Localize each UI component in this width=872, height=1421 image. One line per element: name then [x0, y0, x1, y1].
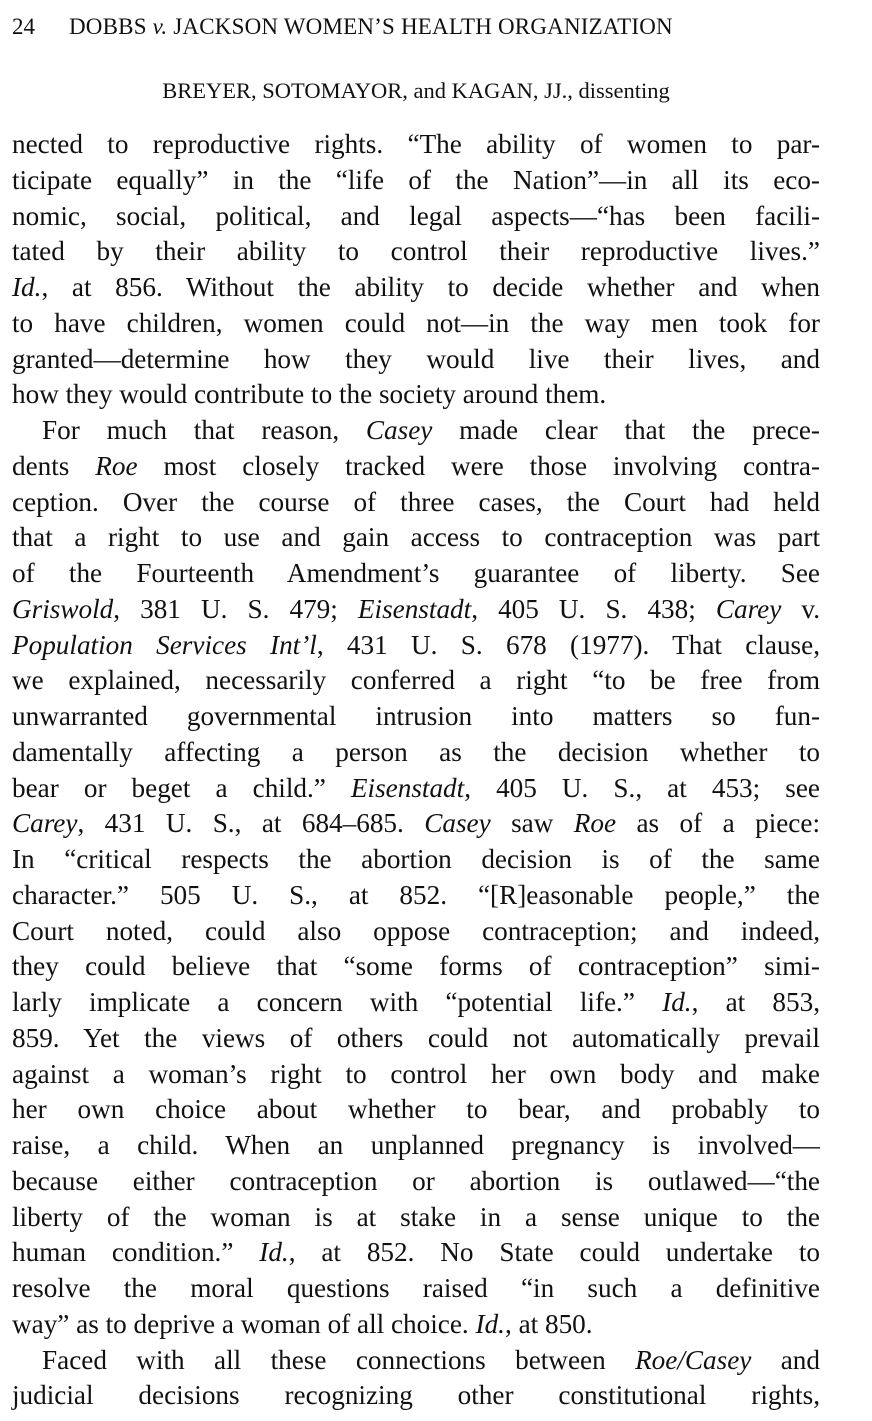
text-segment: , at 856. Without the ability to decide whether and when — [41, 272, 820, 302]
text-segment: judicial decisions recognizing other constitutional rights, — [12, 1380, 820, 1411]
text-segment: nomic, social, political, and legal aspects—“has been facili- — [12, 200, 820, 231]
italic-citation: Id. — [12, 272, 42, 302]
text-line — [12, 1092, 820, 1128]
text-line — [12, 735, 820, 771]
text-line — [12, 1235, 820, 1271]
text-line — [12, 1378, 820, 1414]
text-line — [12, 1307, 820, 1343]
text-line — [12, 949, 820, 985]
italic-citation: Carey — [715, 593, 782, 624]
text-segment: resolve the moral questions raised “in such a definitive — [12, 1273, 820, 1303]
text-line — [12, 270, 820, 306]
text-segment: they could believe that “some forms of contraception” simi- — [12, 951, 820, 982]
text-line — [12, 806, 820, 842]
text-line — [12, 342, 820, 378]
text-segment: and — [751, 1344, 820, 1375]
text-segment: we explained, necessarily conferred a right “to be free from — [12, 665, 820, 696]
text-line — [12, 1021, 820, 1057]
text-segment: For much that reason, — [42, 415, 366, 445]
text-line — [12, 663, 820, 699]
text-segment: nected to reproductive rights. “The ability of women to par- — [12, 129, 820, 159]
text-segment: , 381 U. S. 479; — [113, 593, 358, 624]
text-segment: character.” 505 U. S., at 852. “[R]easonable people,” the — [12, 879, 820, 910]
text-line — [12, 413, 820, 449]
text-segment: made clear that the prece- — [432, 415, 820, 445]
text-line — [12, 878, 820, 914]
case-title-part2: JACKSON WOMEN’S HEALTH ORGANIZATION — [173, 14, 673, 39]
text-line — [12, 556, 820, 592]
text-segment: , at 852. No State could undertake to — [288, 1237, 820, 1268]
text-line — [12, 377, 820, 413]
case-title — [69, 12, 673, 42]
italic-citation: Eisenstadt — [350, 772, 465, 803]
text-line — [12, 1164, 820, 1200]
text-segment: human condition.” — [12, 1237, 260, 1268]
text-line — [12, 628, 820, 664]
text-segment: , at 853, — [691, 987, 820, 1017]
text-line — [12, 127, 820, 163]
text-segment: to have children, women could not—in the way men took for — [12, 307, 820, 338]
text-segment: dents — [12, 450, 96, 481]
italic-citation: Griswold — [12, 593, 114, 624]
text-line — [12, 306, 820, 342]
text-line — [12, 163, 820, 199]
text-segment: bear or beget a child.” — [12, 772, 351, 803]
text-line — [12, 234, 820, 270]
text-segment: Court noted, could also oppose contraception; and indeed, — [12, 915, 820, 946]
italic-citation: Casey — [365, 415, 433, 445]
text-line — [12, 699, 820, 735]
opinion-byline: BREYER, SOTOMAYOR, and KAGAN, JJ., dissenting — [162, 78, 670, 103]
text-line — [12, 1343, 820, 1379]
text-line — [12, 449, 820, 485]
text-segment: 859. Yet the views of others could not automatically prevail — [12, 1022, 820, 1053]
case-title-v: v. — [152, 14, 168, 39]
text-segment: saw — [490, 808, 574, 839]
text-line — [12, 1271, 820, 1307]
italic-citation: Id. — [475, 1308, 505, 1339]
text-segment: most closely tracked were those involving contra- — [137, 450, 821, 481]
text-segment: liberty of the woman is at stake in a sense unique to the — [12, 1201, 820, 1232]
text-segment: of the Fourteenth Amendment’s guarantee of liberty. See — [12, 558, 820, 588]
text-line — [12, 914, 820, 950]
italic-citation: Eisenstadt — [357, 593, 472, 624]
running-head — [12, 12, 820, 42]
text-segment: larly implicate a concern with “potential life.” — [12, 987, 663, 1017]
italic-citation: Id. — [259, 1237, 289, 1268]
text-segment: unwarranted governmental intrusion into matters so fun- — [12, 701, 820, 731]
text-segment: v. — [781, 593, 821, 624]
italic-citation: Population Services Int’l — [12, 629, 317, 660]
text-segment: because either contraception or abortion is outlawed—“the — [12, 1165, 820, 1196]
italic-citation: Roe/Casey — [635, 1344, 752, 1375]
text-segment: , 431 U. S., at 684–685. — [77, 808, 425, 839]
italic-citation: Roe — [573, 808, 617, 839]
italic-citation: Carey — [12, 808, 78, 839]
text-line — [12, 1128, 820, 1164]
text-segment: damentally affecting a person as the decision whether to — [12, 736, 820, 767]
text-segment: ticipate equally” in the “life of the Nation”—in all its eco- — [12, 164, 820, 195]
opinion-body-text — [12, 127, 820, 1414]
text-segment: way” as to deprive a woman of all choice. — [12, 1308, 476, 1339]
text-line — [12, 985, 820, 1021]
text-segment: In “critical respects the abortion decision is of the same — [12, 844, 820, 874]
text-segment: how they would contribute to the society around them. — [12, 379, 607, 410]
text-line — [12, 771, 820, 807]
text-segment: , 405 U. S. 438; — [471, 593, 716, 624]
text-segment: tated by their ability to control their reproductive lives.” — [12, 236, 820, 267]
text-line — [12, 520, 820, 556]
text-segment: Faced with all these connections between — [42, 1344, 636, 1375]
text-segment: that a right to use and gain access to contraception was part — [12, 522, 820, 553]
text-line — [12, 592, 820, 628]
text-segment: raise, a child. When an unplanned pregnancy is involved— — [12, 1130, 820, 1160]
text-segment: her own choice about whether to bear, and probably to — [12, 1094, 820, 1125]
text-segment: against a woman’s right to control her own body and make — [12, 1058, 820, 1089]
italic-citation: Casey — [424, 808, 491, 839]
case-title-part1: DOBBS — [69, 14, 147, 39]
text-segment: , 405 U. S., at 453; see — [464, 772, 820, 803]
italic-citation: Roe — [95, 450, 138, 481]
text-line — [12, 485, 820, 521]
text-line — [12, 842, 820, 878]
text-segment: as of a piece: — [616, 808, 820, 839]
page-number: 24 — [12, 14, 35, 39]
text-segment: granted—determine how they would live their lives, and — [12, 343, 820, 374]
italic-citation: Id. — [662, 987, 692, 1017]
text-segment: ception. Over the course of three cases, the Court had held — [12, 486, 820, 517]
text-line — [12, 1057, 820, 1093]
text-line — [12, 1200, 820, 1236]
text-segment: , 431 U. S. 678 (1977). That clause, — [316, 629, 820, 660]
text-segment: , at 850. — [504, 1308, 593, 1339]
text-line — [12, 199, 820, 235]
